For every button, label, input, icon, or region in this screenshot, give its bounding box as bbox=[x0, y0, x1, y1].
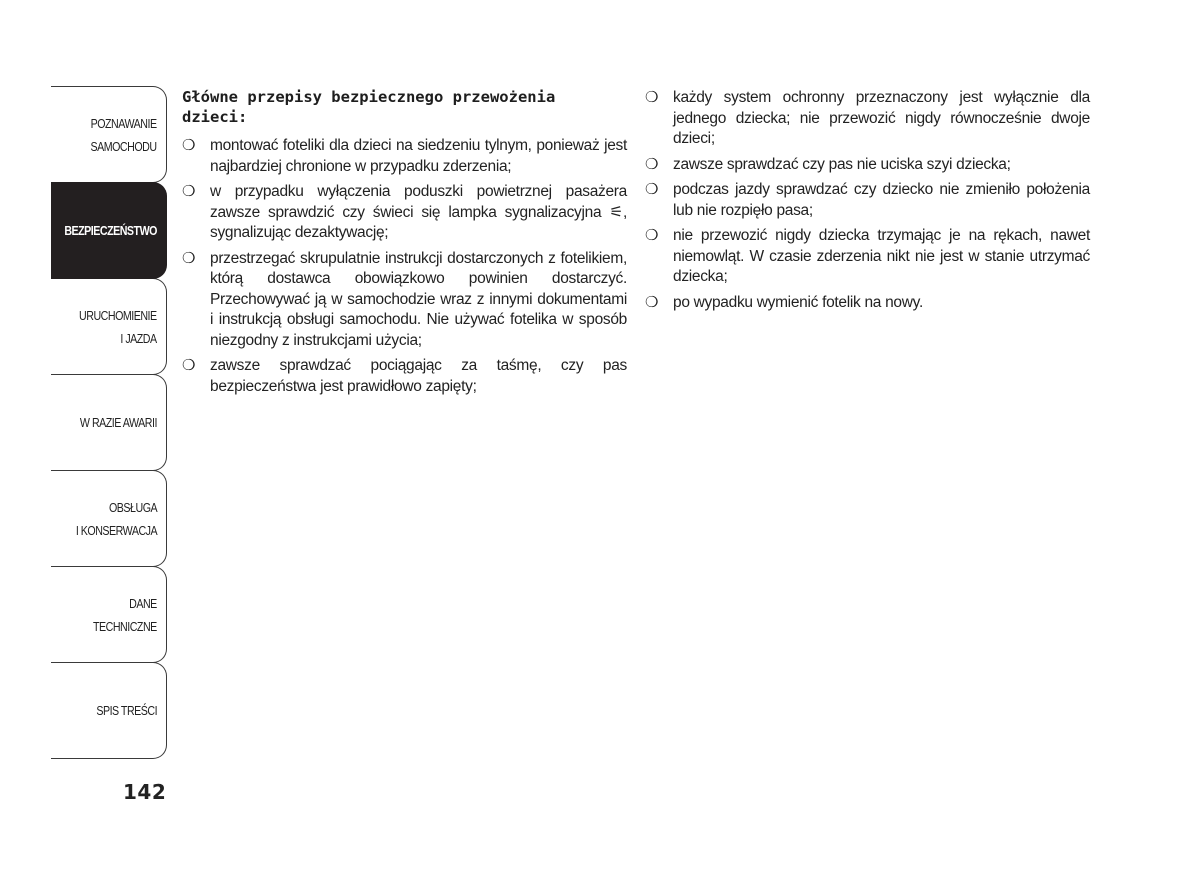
right-column bbox=[645, 88, 1090, 318]
tab-obsluga-i-konserwacja[interactable] bbox=[51, 470, 167, 567]
tab-label: SPIS TREŚCI bbox=[96, 703, 157, 718]
circle-bullet-icon: ❍ bbox=[645, 181, 659, 198]
tab-label: DANE TECHNICZNE bbox=[93, 595, 157, 634]
list-item bbox=[182, 136, 627, 177]
list-item-text: każdy system ochronny przeznaczony jest wyłącznie dla jednego dziecka; nie przewozić nigdy równocześnie dwoje dzieci; bbox=[673, 89, 1090, 147]
circle-bullet-icon: ❍ bbox=[645, 155, 659, 173]
circle-bullet-icon: ❍ bbox=[182, 137, 196, 154]
list-item bbox=[645, 293, 1090, 314]
tab-label: OBSŁUGA I KONSERWACJA bbox=[75, 499, 157, 538]
list-item-text: montować foteliki dla dzieci na siedzeniu tylnym, ponieważ jest najbardziej chronione w przypadku zderzenia; bbox=[210, 137, 627, 175]
list-item bbox=[645, 180, 1090, 221]
tab-label: W RAZIE AWARII bbox=[79, 415, 157, 430]
list-item bbox=[182, 249, 627, 352]
list-item-text: po wypadku wymienić fotelik na nowy. bbox=[673, 293, 923, 311]
tab-label: URUCHOMIENIE I JAZDA bbox=[79, 307, 157, 346]
page-number: 142 bbox=[123, 780, 167, 804]
circle-bullet-icon: ❍ bbox=[182, 357, 196, 374]
list-item bbox=[182, 182, 627, 244]
list-item-text: przestrzegać skrupulatnie instrukcji dostarczonych z fotelikiem, którą dostawca obowiązkowo powinien dostarczyć. Przechowywać ją w samochodzie wraz z innymi dokumentami i instrukcją obsługi samochodu. Nie używać fotelika w sposób niezgodny z instrukcjami użycia; bbox=[210, 249, 627, 349]
list-item bbox=[182, 356, 627, 397]
tab-bezpieczenstwo[interactable] bbox=[51, 182, 167, 279]
circle-bullet-icon: ❍ bbox=[645, 293, 659, 311]
circle-bullet-icon: ❍ bbox=[645, 227, 659, 244]
list-item-text: w przypadku wyłączenia poduszki powietrznej pasażera zawsze sprawdzić czy świeci się lampka sygnalizacyjna ⚟, sygnalizując dezaktywację; bbox=[210, 183, 627, 241]
tab-dane-techniczne[interactable] bbox=[51, 566, 167, 663]
list-item-text: podczas jazdy sprawdzać czy dziecko nie zmieniło położenia lub nie rozpięło pasa; bbox=[673, 181, 1090, 219]
rules-list-continued bbox=[645, 88, 1090, 313]
circle-bullet-icon: ❍ bbox=[645, 89, 659, 106]
tab-spis-tresci[interactable] bbox=[51, 662, 167, 759]
list-item-text: zawsze sprawdzać czy pas nie uciska szyi dziecka; bbox=[673, 155, 1011, 173]
section-heading: Główne przepisy bezpiecznego przewożenia dzieci: bbox=[182, 88, 556, 126]
tab-uruchomienie-i-jazda[interactable] bbox=[51, 278, 167, 375]
list-item bbox=[645, 226, 1090, 288]
rules-list bbox=[182, 136, 627, 397]
list-item-text: nie przewozić nigdy dziecka trzymając je na rękach, nawet niemowląt. W czasie zderzenia nikt nie jest w stanie utrzymać dziecka; bbox=[673, 227, 1090, 285]
tab-label: POZNAWANIE SAMOCHODU bbox=[90, 115, 157, 154]
tab-label: BEZPIECZEŃSTWO bbox=[64, 223, 157, 238]
list-item bbox=[645, 88, 1090, 150]
list-item-text: zawsze sprawdzać pociągając za taśmę, czy pas bezpieczeństwa jest prawidłowo zapięty; bbox=[210, 357, 627, 395]
section-tabs bbox=[51, 86, 167, 758]
tab-w-razie-awarii[interactable] bbox=[51, 374, 167, 471]
tab-poznawanie-samochodu[interactable] bbox=[51, 86, 167, 183]
list-item bbox=[645, 155, 1090, 176]
circle-bullet-icon: ❍ bbox=[182, 249, 196, 267]
circle-bullet-icon: ❍ bbox=[182, 183, 196, 200]
left-column bbox=[182, 87, 627, 402]
